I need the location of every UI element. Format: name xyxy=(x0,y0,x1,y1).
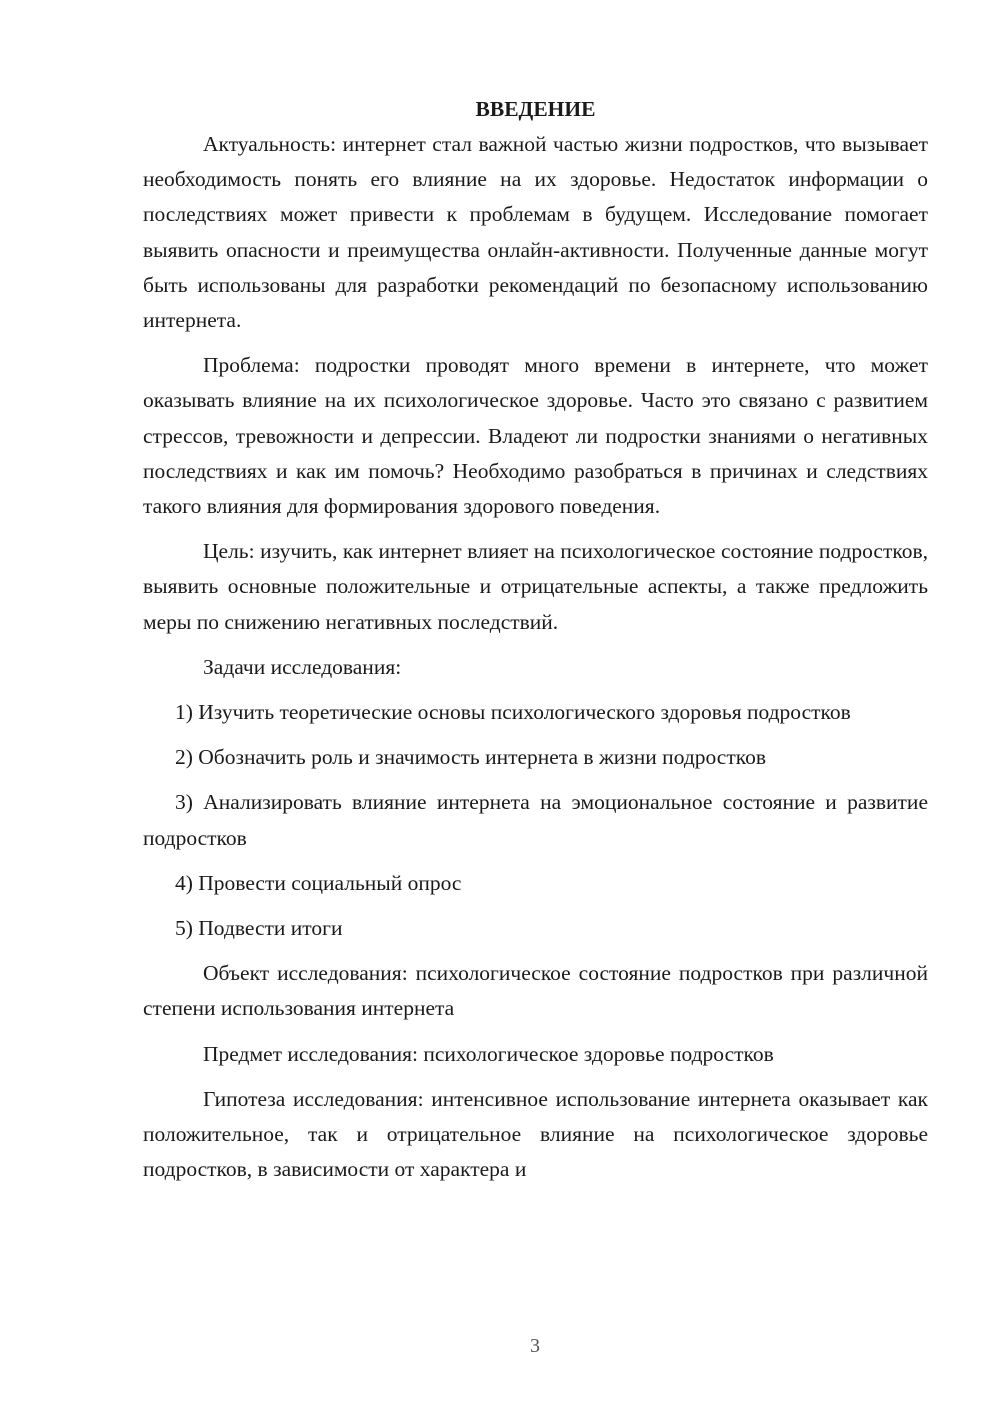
paragraph-object: Объект исследования: психологическое состояние подростков при различной степени использования интернета xyxy=(143,961,928,1021)
page-body xyxy=(143,92,928,1197)
paragraph-tasks-heading: Задачи исследования: xyxy=(203,654,402,679)
task-item-5: 5) Подвести итоги xyxy=(175,916,343,941)
page-number: 3 xyxy=(530,1335,540,1357)
paragraph-subject: Предмет исследования: психологическое здоровье подростков xyxy=(203,1041,774,1066)
task-item-2: 2) Обозначить роль и значимость интернета в жизни подростков xyxy=(175,745,766,770)
paragraph-hypothesis: Гипотеза исследования: интенсивное использование интернета оказывает как положительное, так и отрицательное влияние на психологическое здоровье подростков, в зависимости от характера и xyxy=(143,1086,928,1182)
task-item-4: 4) Провести социальный опрос xyxy=(175,870,462,895)
paragraph-goal: Цель: изучить, как интернет влияет на психологическое состояние подростков, выявить основные положительные и отрицательные аспекты, а также предложить меры по снижению негативных последствий. xyxy=(143,539,928,634)
page-title: ВВЕДЕНИЕ xyxy=(475,97,596,121)
paragraph-relevance: Актуальность: интернет стал важной частью жизни подростков, что вызывает необходимость понять его влияние на их здоровье. Недостаток информации о последствиях может привести к проблемам в будущем. Исследование помогает выявить опасности и преимущества онлайн-активности. Полученные данные могут быть использованы для разработки рекомендаций по безопасному использованию интернета. xyxy=(143,132,928,333)
task-item-1: 1) Изучить теоретические основы психологического здоровья подростков xyxy=(175,700,851,725)
task-item-3: 3) Анализировать влияние интернета на эмоциональное состояние и развитие подростков xyxy=(143,790,928,850)
paragraph-problem: Проблема: подростки проводят много времени в интернете, что может оказывать влияние на их психологическое здоровье. Часто это связано с развитием стрессов, тревожности и депрессии. Владеют ли подростки знаниями о негативных последствиях и как им помочь? Необходимо разобраться в причинах и следствиях такого влияния для формирования здорового поведения. xyxy=(143,353,928,519)
